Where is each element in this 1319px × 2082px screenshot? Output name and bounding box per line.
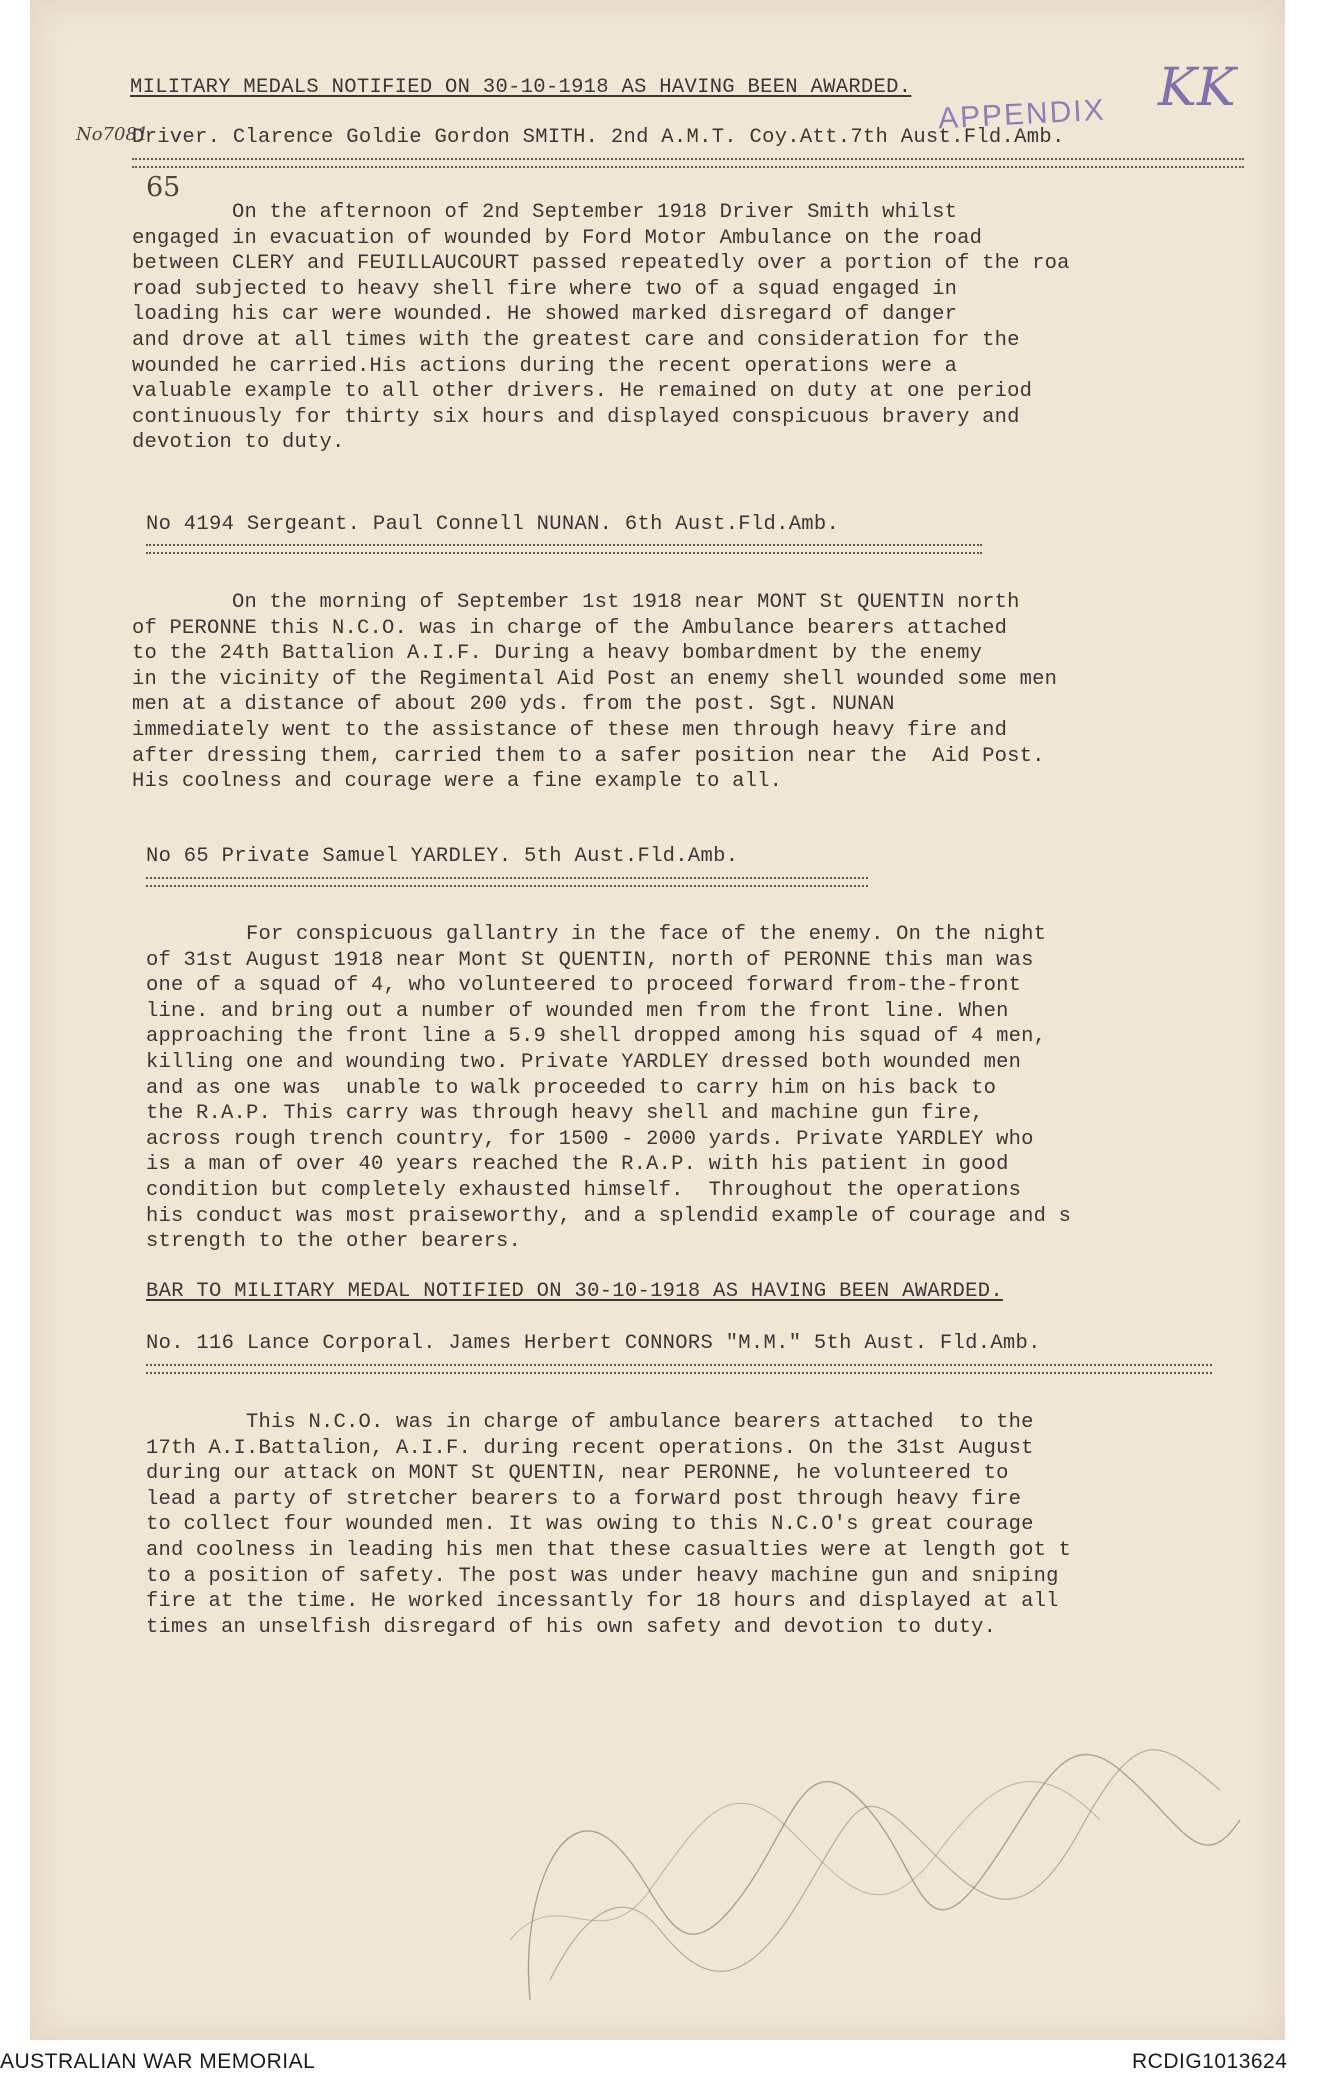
text-line: engaged in evacuation of wounded by Ford Motor Ambulance on the road <box>132 226 983 250</box>
entry-body-yardley <box>146 922 1071 1255</box>
text-line: fire at the time. He worked incessantly for 18 hours and displayed at all <box>146 1590 1059 1614</box>
entry-body-nunan <box>132 590 1057 795</box>
text-line: lead a party of stretcher bearers to a forward post through heavy fire <box>146 1487 1022 1511</box>
text-line: On the afternoon of 2nd September 1918 Driver Smith whilst <box>132 201 958 224</box>
page-title: MILITARY MEDALS NOTIFIED ON 30-10-1918 AS HAVING BEEN AWARDED. <box>130 76 912 99</box>
text-line: line. and bring out a number of wounded men from the front line. When <box>146 999 1009 1023</box>
text-line: loading his car were wounded. He showed marked disregard of danger <box>132 303 958 327</box>
text-line: killing one and wounding two. Private YARDLEY dressed both wounded men <box>146 1050 1022 1074</box>
text-line: his conduct was most praiseworthy, and a splendid example of courage and s <box>146 1204 1072 1228</box>
pencil-scribble <box>500 1680 1260 2020</box>
bar-section-title: BAR TO MILITARY MEDAL NOTIFIED ON 30-10-1918 AS HAVING BEEN AWARDED. <box>146 1280 1003 1303</box>
text-line: during our attack on MONT St QUENTIN, near PERONNE, he volunteered to <box>146 1462 1009 1486</box>
text-line: one of a squad of 4, who volunteered to proceed forward from-the-front <box>146 974 1022 998</box>
heading-rule <box>146 1364 1212 1374</box>
text-line: On the morning of September 1st 1918 near MONT St QUENTIN north <box>132 591 1020 614</box>
text-line: the R.A.P. This carry was through heavy shell and machine gun fire, <box>146 1102 984 1126</box>
text-line: to a position of safety. The post was under heavy machine gun and sniping <box>146 1564 1059 1588</box>
handwritten-service-number: No7081 <box>76 124 149 145</box>
text-line: His coolness and courage were a fine example to all. <box>132 770 783 794</box>
text-line: times an unselfish disregard of his own safety and devotion to duty. <box>146 1615 997 1639</box>
heading-rule <box>146 877 868 887</box>
footer-record-id: RCDIG1013624 <box>1132 2050 1288 2073</box>
text-line: to the 24th Battalion A.I.F. During a heavy bombardment by the enemy <box>132 642 983 666</box>
text-line: wounded he carried.His actions during the recent operations were a <box>132 354 958 378</box>
entry-body-smith <box>132 200 1070 456</box>
entry-heading-connors: No. 116 Lance Corporal. James Herbert CONNORS "M.M." 5th Aust. Fld.Amb. <box>146 1332 1041 1355</box>
entry-heading-yardley: No 65 Private Samuel YARDLEY. 5th Aust.Fld.Amb. <box>146 845 739 868</box>
heading-rule <box>132 158 1244 168</box>
footer-institution: AUSTRALIAN WAR MEMORIAL <box>0 2050 316 2073</box>
appendix-stamp: APPENDIX <box>937 93 1107 136</box>
text-line: strength to the other bearers. <box>146 1230 522 1254</box>
entry-heading-smith: Driver. Clarence Goldie Gordon SMITH. 2nd A.M.T. Coy.Att.7th Aust.Fld.Amb. <box>132 126 1065 149</box>
text-line: continuously for thirty six hours and displayed conspicuous bravery and <box>132 405 1020 429</box>
text-line: This N.C.O. was in charge of ambulance bearers attached to the <box>146 1411 1034 1434</box>
text-line: after dressing them, carried them to a safer position near the Aid Post. <box>132 744 1045 768</box>
text-line: For conspicuous gallantry in the face of the enemy. On the night <box>146 923 1047 946</box>
text-line: in the vicinity of the Regimental Aid Post an enemy shell wounded some men <box>132 667 1058 691</box>
text-line: road subjected to heavy shell fire where two of a squad engaged in <box>132 277 958 301</box>
margin-number: 65 <box>146 172 181 203</box>
text-line: and drove at all times with the greatest care and consideration for the <box>132 328 1020 352</box>
text-line: of 31st August 1918 near Mont St QUENTIN, north of PERONNE this man was <box>146 948 1034 972</box>
heading-rule <box>146 544 982 554</box>
text-line: between CLERY and FEUILLAUCOURT passed repeatedly over a portion of the roa <box>132 252 1070 276</box>
text-line: across rough trench country, for 1500 - 2000 yards. Private YARDLEY who <box>146 1127 1034 1151</box>
entry-heading-nunan: No 4194 Sergeant. Paul Connell NUNAN. 6th Aust.Fld.Amb. <box>146 513 840 536</box>
text-line: to collect four wounded men. It was owing to this N.C.O's great courage <box>146 1513 1034 1537</box>
text-line: condition but completely exhausted himself. Throughout the operations <box>146 1178 1022 1202</box>
text-line: 17th A.I.Battalion, A.I.F. during recent operations. On the 31st August <box>146 1436 1034 1460</box>
text-line: is a man of over 40 years reached the R.A.P. with his patient in good <box>146 1153 1009 1177</box>
text-line: approaching the front line a 5.9 shell dropped among his squad of 4 men, <box>146 1025 1047 1049</box>
appendix-handwritten-mark: KK <box>1158 58 1236 118</box>
entry-body-connors <box>146 1410 1071 1640</box>
text-line: immediately went to the assistance of these men through heavy fire and <box>132 718 1008 742</box>
text-line: and coolness in leading his men that these casualties were at length got t <box>146 1538 1072 1562</box>
text-line: valuable example to all other drivers. He remained on duty at one period <box>132 380 1033 404</box>
text-line: devotion to duty. <box>132 431 345 455</box>
text-line: of PERONNE this N.C.O. was in charge of the Ambulance bearers attached <box>132 616 1008 640</box>
text-line: men at a distance of about 200 yds. from the post. Sgt. NUNAN <box>132 693 895 717</box>
text-line: and as one was unable to walk proceeded to carry him on his back to <box>146 1076 997 1100</box>
